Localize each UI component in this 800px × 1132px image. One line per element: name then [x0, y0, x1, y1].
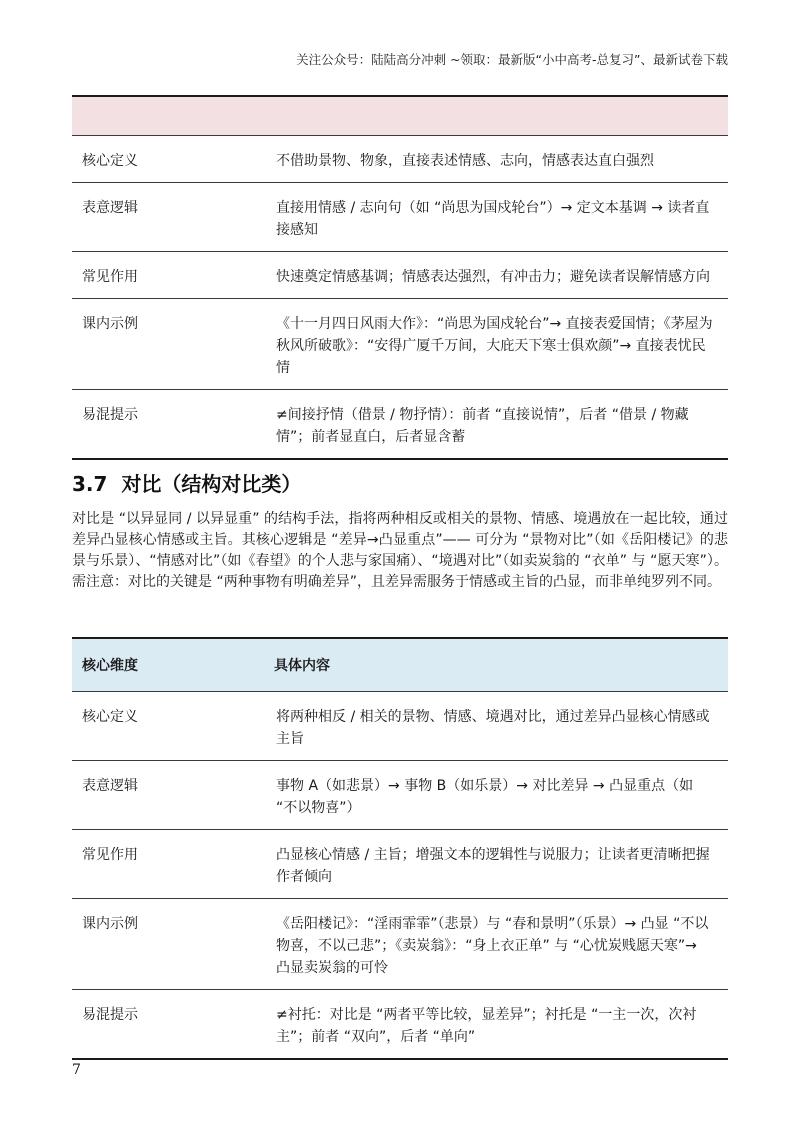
row-key: 课内示例	[72, 899, 264, 990]
table-row	[72, 183, 728, 252]
table-row	[72, 990, 728, 1060]
header-cell-dimension	[72, 96, 264, 136]
header-cell-content: 具体内容	[264, 638, 728, 692]
row-value: 《岳阳楼记》：“淫雨霏霏”（悲景）与 “春和景明”（乐景）→ 凸显 “不以物喜，不以己悲”；《卖炭翁》：“身上衣正单” 与 “心忧炭贱愿天寒”→ 凸显卖炭翁的可怜	[264, 899, 728, 990]
row-key: 表意逻辑	[72, 183, 264, 252]
section-paragraph: 对比是 “以异显同 / 以异显重” 的结构手法，指将两种相反或相关的景物、情感、境遇放在一起比较，通过差异凸显核心情感或主旨。其核心逻辑是 “差异→凸显重点”—— 可分为 “景物对比”（如《岳阳楼记》的悲景与乐景）、“情感对比”（如《春望》的个人悲与家国痛）、“境遇对比”（如卖炭翁的 “衣单” 与 “愿天寒”）。需注意：对比的关键是 “两种事物有明确差异”，且差异需服务于情感或主旨的凸显，而非单纯罗列不同。	[72, 511, 728, 590]
row-key: 常见作用	[72, 830, 264, 899]
row-key: 表意逻辑	[72, 761, 264, 830]
row-key: 易混提示	[82, 407, 138, 423]
table-row	[72, 830, 728, 899]
row-value: 事物 A（如悲景）→ 事物 B（如乐景）→ 对比差异 → 凸显重点（如 “不以物喜”）	[264, 761, 728, 830]
row-value: 将两种相反 / 相关的景物、情感、境遇对比，通过差异凸显核心情感或主旨	[264, 692, 728, 761]
row-value: 《十一月四日风雨大作》：“尚思为国戍轮台”→ 直接表爱国情；《茅屋为秋风所破歌》：“安得广厦千万间，大庇天下寒士俱欢颜”→ 直接表忧民情	[264, 299, 728, 390]
table-row	[72, 390, 728, 460]
page-header: 关注公众号：陆陆高分冲刺 ~领取：最新版“小中高考-总复习”、最新试卷下载	[296, 52, 728, 67]
row-value: 凸显核心情感 / 主旨；增强文本的逻辑性与说服力；让读者更清晰把握作者倾向	[264, 830, 728, 899]
row-value: ≠衬托：对比是 “两者平等比较，显差异”；衬托是 “一主一次，次衬主”；前者 “双向”，后者 “单向”	[276, 1007, 697, 1045]
table-header-row	[72, 96, 728, 136]
table-row	[72, 299, 728, 390]
table-contrast	[72, 637, 728, 1060]
table-row	[72, 761, 728, 830]
section-heading	[72, 468, 301, 497]
row-key: 常见作用	[72, 252, 264, 299]
row-value: 不借助景物、物象，直接表述情感、志向，情感表达直白强烈	[264, 136, 728, 183]
table-header-row	[72, 638, 728, 692]
section-number: 3.7	[72, 472, 108, 496]
row-key: 核心定义	[72, 136, 264, 183]
header-cell-dimension: 核心维度	[72, 638, 264, 692]
row-key: 易混提示	[82, 1007, 138, 1023]
row-value: 快速奠定情感基调；情感表达强烈，有冲击力；避免读者误解情感方向	[264, 252, 728, 299]
table-row	[72, 252, 728, 299]
table-row	[72, 692, 728, 761]
section-title: 对比（结构对比类）	[121, 472, 302, 496]
page-number: 7	[72, 1062, 81, 1078]
row-key: 核心定义	[72, 692, 264, 761]
table-lyric-direct	[72, 95, 728, 460]
table-row	[72, 136, 728, 183]
row-value: ≠间接抒情（借景 / 物抒情）：前者 “直接说情”，后者 “借景 / 物藏情”；前者显直白，后者显含蓄	[276, 407, 689, 445]
row-value: 直接用情感 / 志向句（如 “尚思为国戍轮台”）→ 定文本基调 → 读者直接感知	[264, 183, 728, 252]
table-row	[72, 899, 728, 990]
header-cell-content	[264, 96, 728, 136]
row-key: 课内示例	[72, 299, 264, 390]
